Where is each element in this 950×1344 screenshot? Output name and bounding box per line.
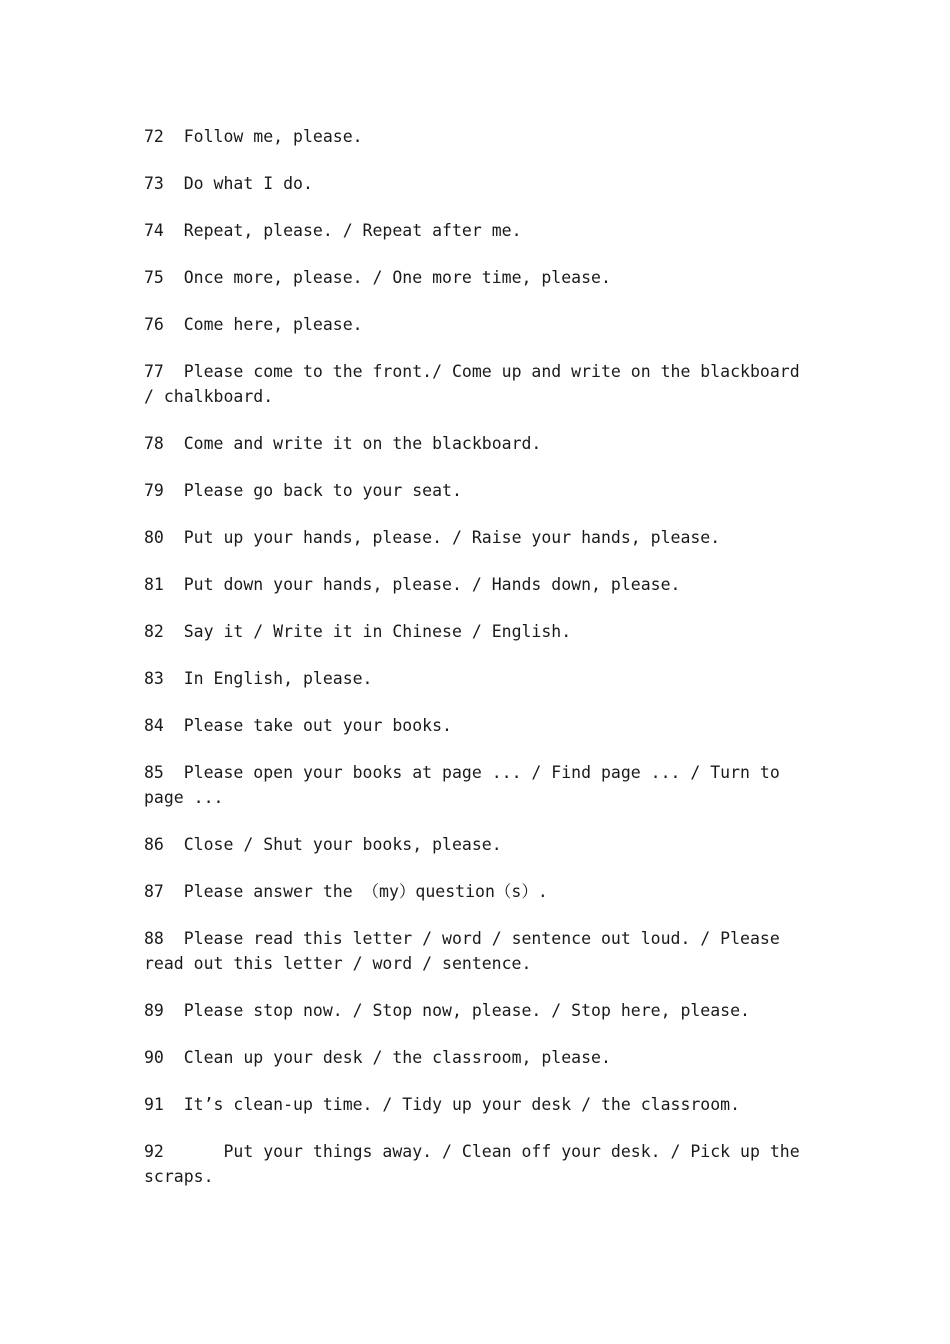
list-item xyxy=(144,218,814,243)
list-item xyxy=(144,124,814,149)
item-number: 77 xyxy=(144,362,164,381)
item-text: Clean up your desk / the classroom, please. xyxy=(183,1048,611,1067)
item-number: 82 xyxy=(144,622,164,641)
item-number: 74 xyxy=(144,221,164,240)
list-item xyxy=(144,998,814,1023)
item-text: Do what I do. xyxy=(183,174,313,193)
list-item xyxy=(144,171,814,196)
item-text: Please come to the front./ Come up and write on the blackboard / chalkboard. xyxy=(144,362,810,406)
list-item xyxy=(144,359,814,409)
list-item xyxy=(144,478,814,503)
item-text: Come and write it on the blackboard. xyxy=(183,434,542,453)
list-item xyxy=(144,619,814,644)
item-number: 75 xyxy=(144,268,164,287)
list-item xyxy=(144,1092,814,1117)
list-item xyxy=(144,926,814,976)
item-text: Please take out your books. xyxy=(183,716,452,735)
list-item xyxy=(144,713,814,738)
item-number: 76 xyxy=(144,315,164,334)
item-number: 86 xyxy=(144,835,164,854)
item-text: Please open your books at page ... / Find page ... / Turn to page ... xyxy=(144,763,790,807)
item-text: Say it / Write it in Chinese / English. xyxy=(183,622,572,641)
list-item xyxy=(144,312,814,337)
list-item xyxy=(144,832,814,857)
item-number: 89 xyxy=(144,1001,164,1020)
item-number: 78 xyxy=(144,434,164,453)
list-item xyxy=(144,431,814,456)
list-item xyxy=(144,760,814,810)
item-number: 92 xyxy=(144,1142,164,1161)
item-number: 73 xyxy=(144,174,164,193)
item-text: Once more, please. / One more time, please. xyxy=(183,268,611,287)
item-text: Please read this letter / word / sentence out loud. / Please read out this letter / word / sentence. xyxy=(144,929,790,973)
item-number: 84 xyxy=(144,716,164,735)
item-number: 81 xyxy=(144,575,164,594)
item-text: Please stop now. / Stop now, please. / Stop here, please. xyxy=(183,1001,750,1020)
list-item xyxy=(144,666,814,691)
item-number: 83 xyxy=(144,669,164,688)
item-text: Repeat, please. / Repeat after me. xyxy=(183,221,522,240)
item-number: 91 xyxy=(144,1095,164,1114)
classroom-phrase-list xyxy=(144,124,814,1211)
item-text: In English, please. xyxy=(183,669,373,688)
item-text: Put up your hands, please. / Raise your hands, please. xyxy=(183,528,721,547)
list-item xyxy=(144,265,814,290)
item-text: Please go back to your seat. xyxy=(183,481,462,500)
item-number: 88 xyxy=(144,929,164,948)
item-text: Put down your hands, please. / Hands down, please. xyxy=(183,575,681,594)
item-text: It’s clean-up time. / Tidy up your desk / the classroom. xyxy=(183,1095,741,1114)
item-text: Close / Shut your books, please. xyxy=(183,835,502,854)
list-item xyxy=(144,1139,814,1189)
item-number: 72 xyxy=(144,127,164,146)
item-number: 80 xyxy=(144,528,164,547)
item-number: 90 xyxy=(144,1048,164,1067)
list-item xyxy=(144,525,814,550)
item-number: 79 xyxy=(144,481,164,500)
list-item xyxy=(144,572,814,597)
item-text: Follow me, please. xyxy=(183,127,363,146)
item-text: Put your things away. / Clean off your desk. / Pick up the scraps. xyxy=(144,1142,810,1186)
item-number: 87 xyxy=(144,882,164,901)
item-number: 85 xyxy=(144,763,164,782)
list-item xyxy=(144,879,814,904)
list-item xyxy=(144,1045,814,1070)
item-text: Come here, please. xyxy=(183,315,363,334)
item-text: Please answer the （my）question（s）. xyxy=(183,882,548,901)
